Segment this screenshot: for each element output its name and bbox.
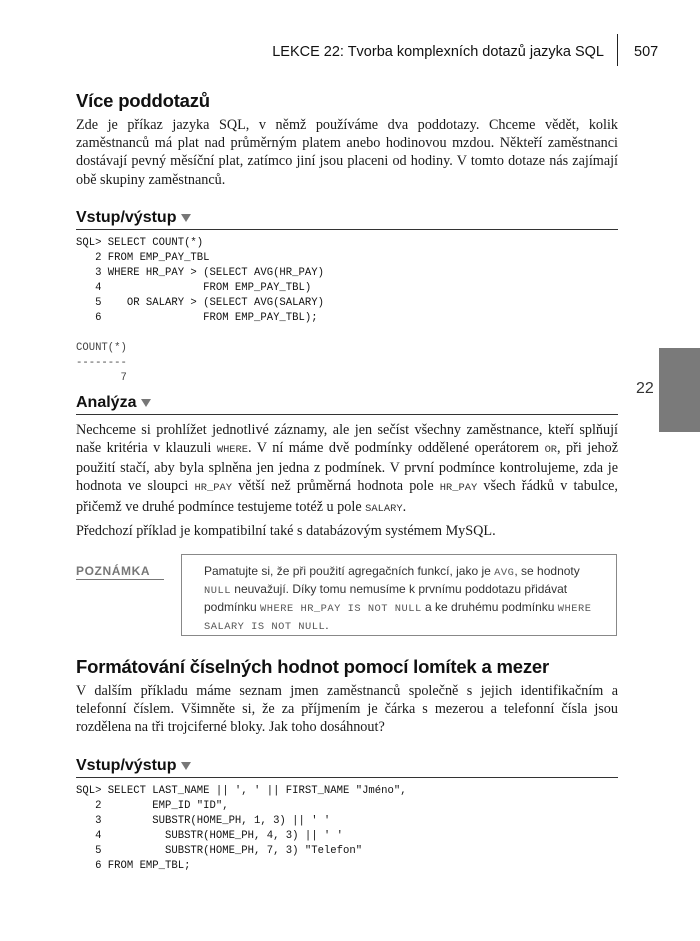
io-heading-2 bbox=[76, 757, 618, 778]
header-divider bbox=[617, 34, 618, 66]
inline-code: OR bbox=[544, 444, 558, 457]
analysis-text: . bbox=[402, 498, 407, 515]
mysql-compat-note: Předchozí příklad je kompatibilní také s databázovým systémem MySQL. bbox=[76, 522, 496, 539]
triangle-down-icon bbox=[181, 214, 191, 222]
inline-code: NULL bbox=[204, 585, 231, 598]
section-title-subqueries: Více poddotazů bbox=[76, 90, 210, 111]
note-box bbox=[181, 554, 617, 636]
note-text: . bbox=[325, 618, 329, 633]
section2-intro: V dalším příkladu máme seznam jmen zaměstnanců společně s jejich identifikačním a telefonní číslem. Všimněte si, že za příjmením je čárka s mezerou a telefonní čísla jsou rozdělena na tři trojciferné bloky. Jak toho dosáhnout? bbox=[76, 683, 618, 736]
page-number: 507 bbox=[634, 44, 659, 60]
note-callout bbox=[76, 554, 618, 642]
note-text: neuvažují. Díky tomu nemusíme k prvnímu poddotazu přidávat podmínku bbox=[204, 582, 568, 615]
inline-code: WHERE SALARY IS NOT NULL bbox=[204, 603, 592, 634]
triangle-down-icon bbox=[181, 762, 191, 770]
sql-code-block-2: SQL> SELECT LAST_NAME || ', ' || FIRST_NAME "Jméno", 2 EMP_ID "ID", 3 SUBSTR(HOME_PH, 1, 3) || ' ' 4 SUBSTR(HOME_PH, 4, 3) || ' ' 5 SUBSTR(HOME_PH, 7, 3) "Telefon" 6 FROM EMP_TBL; bbox=[76, 784, 407, 872]
io-heading-1 bbox=[76, 209, 618, 230]
io-heading-2-label: Vstup/výstup bbox=[76, 756, 177, 774]
analysis-text: všech řádků v tabulce, přičemž ve druhé podmínce testujeme totéž u pole bbox=[76, 478, 618, 515]
analysis-heading-label: Analýza bbox=[76, 393, 137, 411]
chapter-thumb-tab bbox=[659, 348, 700, 432]
note-text: a ke druhému podmínku bbox=[421, 600, 558, 615]
inline-code: WHERE HR_PAY IS NOT NULL bbox=[260, 603, 422, 616]
analysis-text: . V ní máme dvě podmínky oddělené operátorem bbox=[248, 440, 545, 457]
triangle-down-icon bbox=[141, 399, 151, 407]
note-text: , se hodnoty bbox=[514, 564, 580, 579]
sql-output-block: COUNT(*) -------- 7 bbox=[76, 341, 127, 384]
page-content bbox=[76, 90, 618, 874]
inline-code: HR_PAY bbox=[194, 482, 232, 495]
inline-code: HR_PAY bbox=[439, 482, 478, 495]
running-title: LEKCE 22: Tvorba komplexních dotazů jazyka SQL bbox=[272, 44, 604, 60]
analysis-paragraph bbox=[76, 421, 618, 518]
running-header bbox=[0, 34, 700, 70]
inline-code: SALARY bbox=[365, 502, 403, 515]
chapter-number: 22 bbox=[636, 380, 654, 397]
io-heading-1-label: Vstup/výstup bbox=[76, 208, 177, 226]
section-title-formatting: Formátování číselných hodnot pomocí lomítek a mezer bbox=[76, 656, 549, 678]
sql-code-block-1: SQL> SELECT COUNT(*) 2 FROM EMP_PAY_TBL 3 WHERE HR_PAY > (SELECT AVG(HR_PAY) 4 FROM EMP_PAY_TBL) 5 OR SALARY > (SELECT AVG(SALARY) 6 FROM EMP_PAY_TBL); bbox=[76, 236, 324, 324]
inline-code: WHERE bbox=[216, 444, 249, 457]
analysis-heading bbox=[76, 394, 618, 415]
note-text: Pamatujte si, že při použití agregačních funkcí, jako je bbox=[204, 564, 495, 579]
analysis-text: , při jehož použití stačí, aby byla splněna jen jedna z podmínek. V první podmínce kontrolujeme, zda je hodnota ve sloupci bbox=[76, 440, 619, 495]
analysis-text: Nechceme si prohlížet jednotlivé záznamy, ale jen sečíst všechny zaměstnance, kteří splňují naše kritéria v klauzuli bbox=[76, 421, 618, 457]
inline-code: AVG bbox=[494, 567, 515, 580]
note-label: POZNÁMKA bbox=[76, 564, 164, 580]
analysis-text: větší než průměrná hodnota pole bbox=[231, 478, 440, 495]
section1-intro: Zde je příkaz jazyka SQL, v němž používáme dva poddotazy. Chceme vědět, kolik zaměstnanců má plat nad průměrným platem anebo hodinovou mzdou. Někteří zaměstnanci dostávají pevný měsíční plat, zatímco jiní jsou placeni od hodiny. V tomto dotaze nás zajímají obě skupiny zaměstnanců. bbox=[76, 117, 618, 188]
